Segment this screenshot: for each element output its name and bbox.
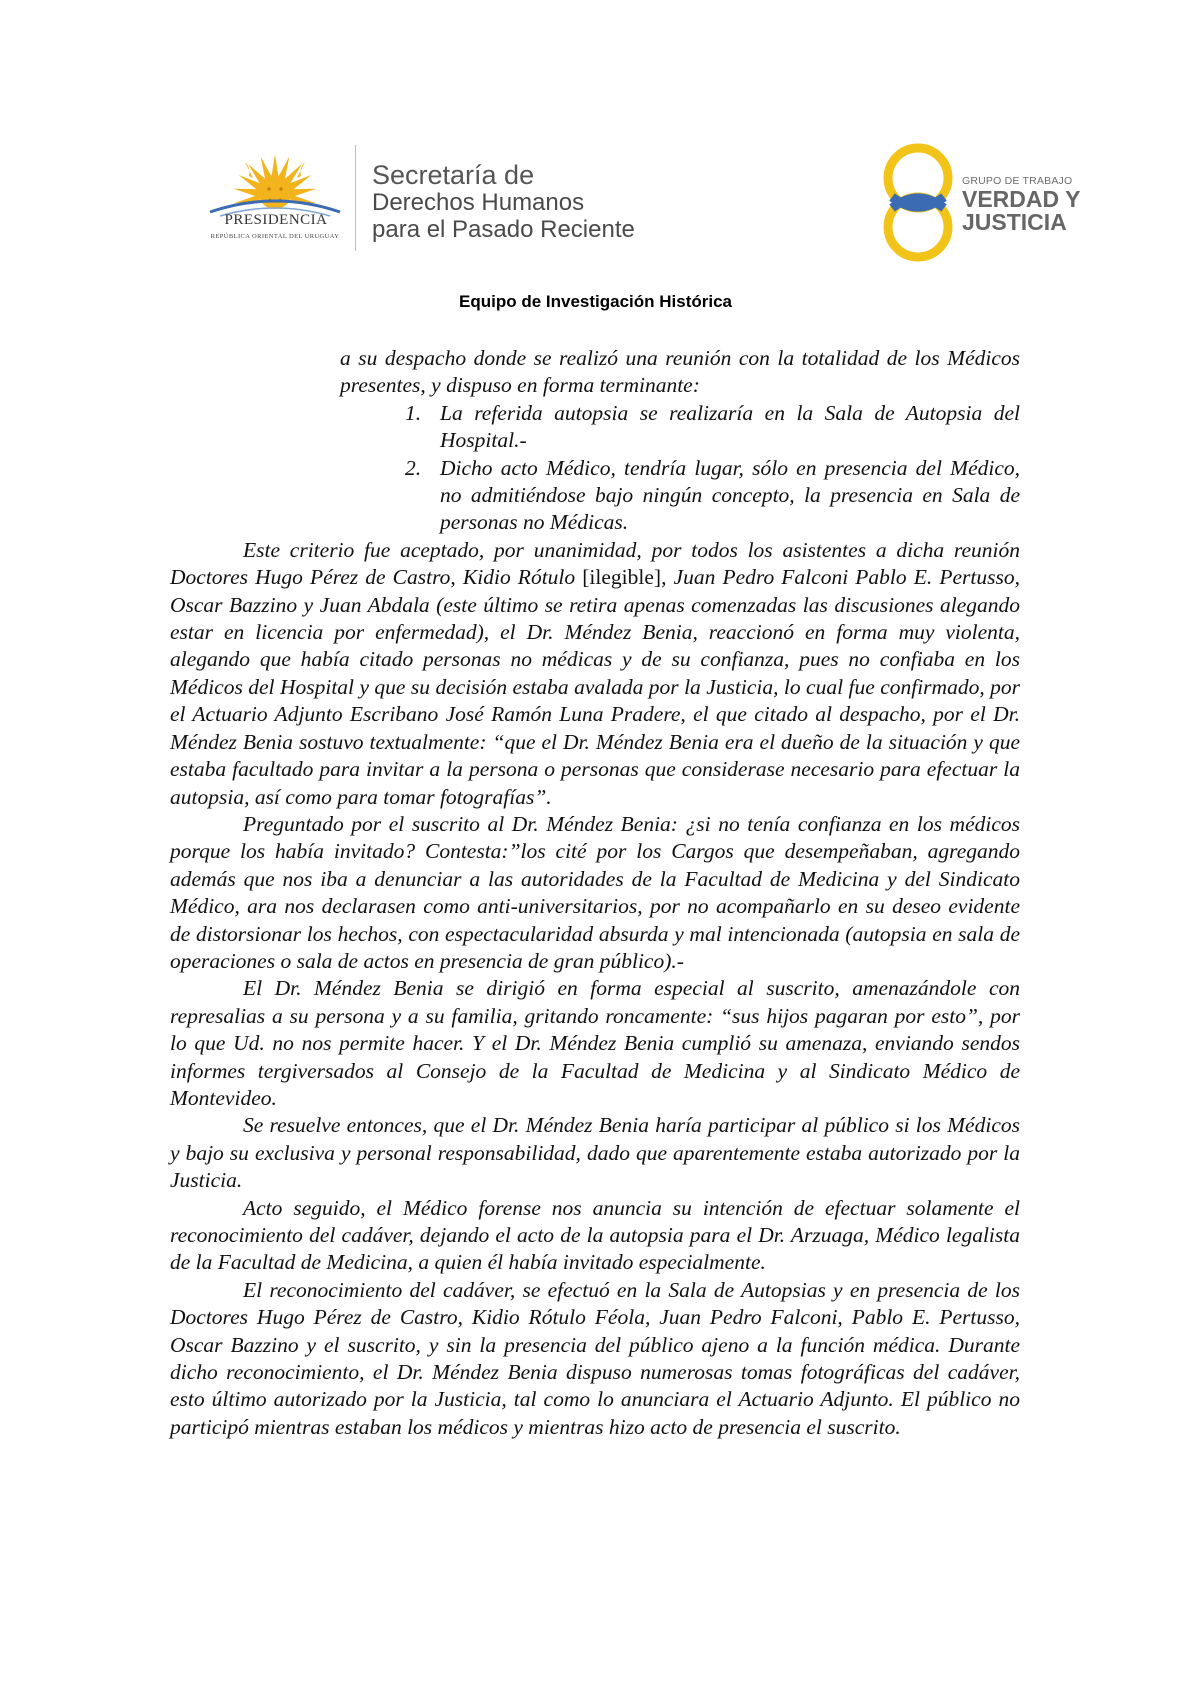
list-text: La referida autopsia se realizaría en la Sala de Autopsia del Hospital.-: [440, 400, 1020, 453]
list-item: [405, 455, 1020, 537]
paragraph-1-part-a: Este criterio fue aceptado, por unanimidad, por todos los asistentes a dicha reunión Doctores Hugo Pérez de Castro, Kidio Rótulo: [170, 537, 1020, 590]
header-divider: [355, 145, 356, 251]
paragraph-4: Se resuelve entonces, que el Dr. Méndez Benia haría participar al público si los Médicos y bajo su exclusiva y personal responsabilidad, dado que aparentemente estaba autorizado por la Justicia.: [170, 1113, 1020, 1193]
paragraph-6: El reconocimiento del cadáver, se efectuó en la Sala de Autopsias y en presencia de los Doctores Hugo Pérez de Castro, Kidio Rótulo Féola, Juan Pedro Falconi, Pablo E. Pertusso, Oscar Bazzino y el suscrito, y sin la presencia del público ajeno a la función médica. Durante dicho reconocimiento, el Dr. Méndez Benia dispuso numerosas tomas fotográficas del cadáver, esto último autorizado por la Justicia, tal como lo anunciara el Actuario Adjunto. El público no participó mientras estaban los médicos y mientras hizo acto de presencia el suscrito.: [170, 1277, 1020, 1439]
letterhead: [0, 140, 1191, 270]
secretaria-line-2: Derechos Humanos: [372, 189, 585, 216]
ilegible-note: [ilegible]: [582, 565, 662, 590]
secretaria-line-3: para el Pasado Reciente: [372, 216, 635, 243]
verdad-justicia-rings-logo: [878, 140, 958, 265]
presidencia-name: PRESIDENCIA: [224, 212, 328, 228]
paragraph-5: Acto seguido, el Médico forense nos anuncia su intención de efectuar solamente el reconocimiento del cadáver, dejando el acto de la autopsia para el Dr. Arzuaga, Médico legalista de la Facultad de Medicina, a quien él había invitado especialmente.: [170, 1195, 1020, 1275]
numbered-list: [170, 400, 1020, 537]
list-number: 2.: [405, 455, 422, 480]
list-item: [405, 400, 1020, 455]
grupo-verdad-justicia: [962, 175, 1080, 234]
list-text: Dicho acto Médico, tendría lugar, sólo en presencia del Médico, no admitiéndose bajo ningún concepto, la presencia en Sala de personas no Médicas.: [440, 455, 1020, 535]
secretaria-line-1: Secretaría de: [372, 160, 535, 190]
list-number: 1.: [405, 400, 422, 425]
lead-paragraph: a su despacho donde se realizó una reunión con la totalidad de los Médicos presentes, y dispuso en forma terminante:: [340, 346, 1020, 398]
grupo-line-3: JUSTICIA: [962, 209, 1067, 235]
paragraph-3: El Dr. Méndez Benia se dirigió en forma especial al suscrito, amenazándole con represalias a su persona y a su familia, gritando roncamente: “sus hijos pagaran por esto”, por lo que Ud. no nos permite hacer. Y el Dr. Méndez Benia cumplió su amenaza, enviando sendos informes tergiversados al Consejo de la Facultad de Medicina y al Sindicato Médico de Montevideo.: [170, 976, 1020, 1110]
presidencia-subtitle: REPÚBLICA ORIENTAL DEL URUGUAY: [210, 233, 340, 240]
paragraph-1: [170, 537, 1020, 811]
paragraph-1-part-b: , Juan Pedro Falconi Pablo E. Pertusso, Oscar Bazzino y Juan Abdala (este último se retira apenas comenzadas las discusiones alegando estar en licencia por enfermedad), el Dr. Méndez Benia, reaccionó en forma muy violenta, alegando que había citado personas no médicas y de su confianza, pues no confiaba en los Médicos del Hospital y que su decisión estaba avalada por la Justicia, lo cual fue confirmado, por el Actuario Adjunto Escribano José Ramón Luna Pradere, el que citado al despacho, por el Dr. Méndez Benia sostuvo textualmente: “que el Dr. Méndez Benia era el dueño de la situación y que estaba facultado para invitar a la persona o personas que considerase necesario para efectuar la autopsia, así como para tomar fotografías”.: [170, 565, 1020, 809]
secretaria-title: [372, 162, 635, 243]
document-body: [170, 345, 1020, 1441]
document-title: Equipo de Investigación Histórica: [459, 292, 732, 311]
grupo-line-2: VERDAD Y: [962, 186, 1081, 212]
presidencia-sun-logo: [200, 150, 350, 260]
paragraph-2: Preguntado por el suscrito al Dr. Méndez Benia: ¿si no tenía confianza en los médicos porque los había invitado? Contesta:”los cité por los Cargos que desempeñaban, agregando además que nos iba a denunciar a las autoridades de la Facultad de Medicina y del Sindicato Médico, ara nos declarasen como anti-universitarios, por no acompañarlo en su deseo evidente de distorsionar los hechos, con espectacularidad absurda y mal intencionada (autopsia en sala de operaciones o sala de actos en presencia de gran público).-: [170, 811, 1020, 973]
grupo-line-1: GRUPO DE TRABAJO: [962, 175, 1073, 187]
